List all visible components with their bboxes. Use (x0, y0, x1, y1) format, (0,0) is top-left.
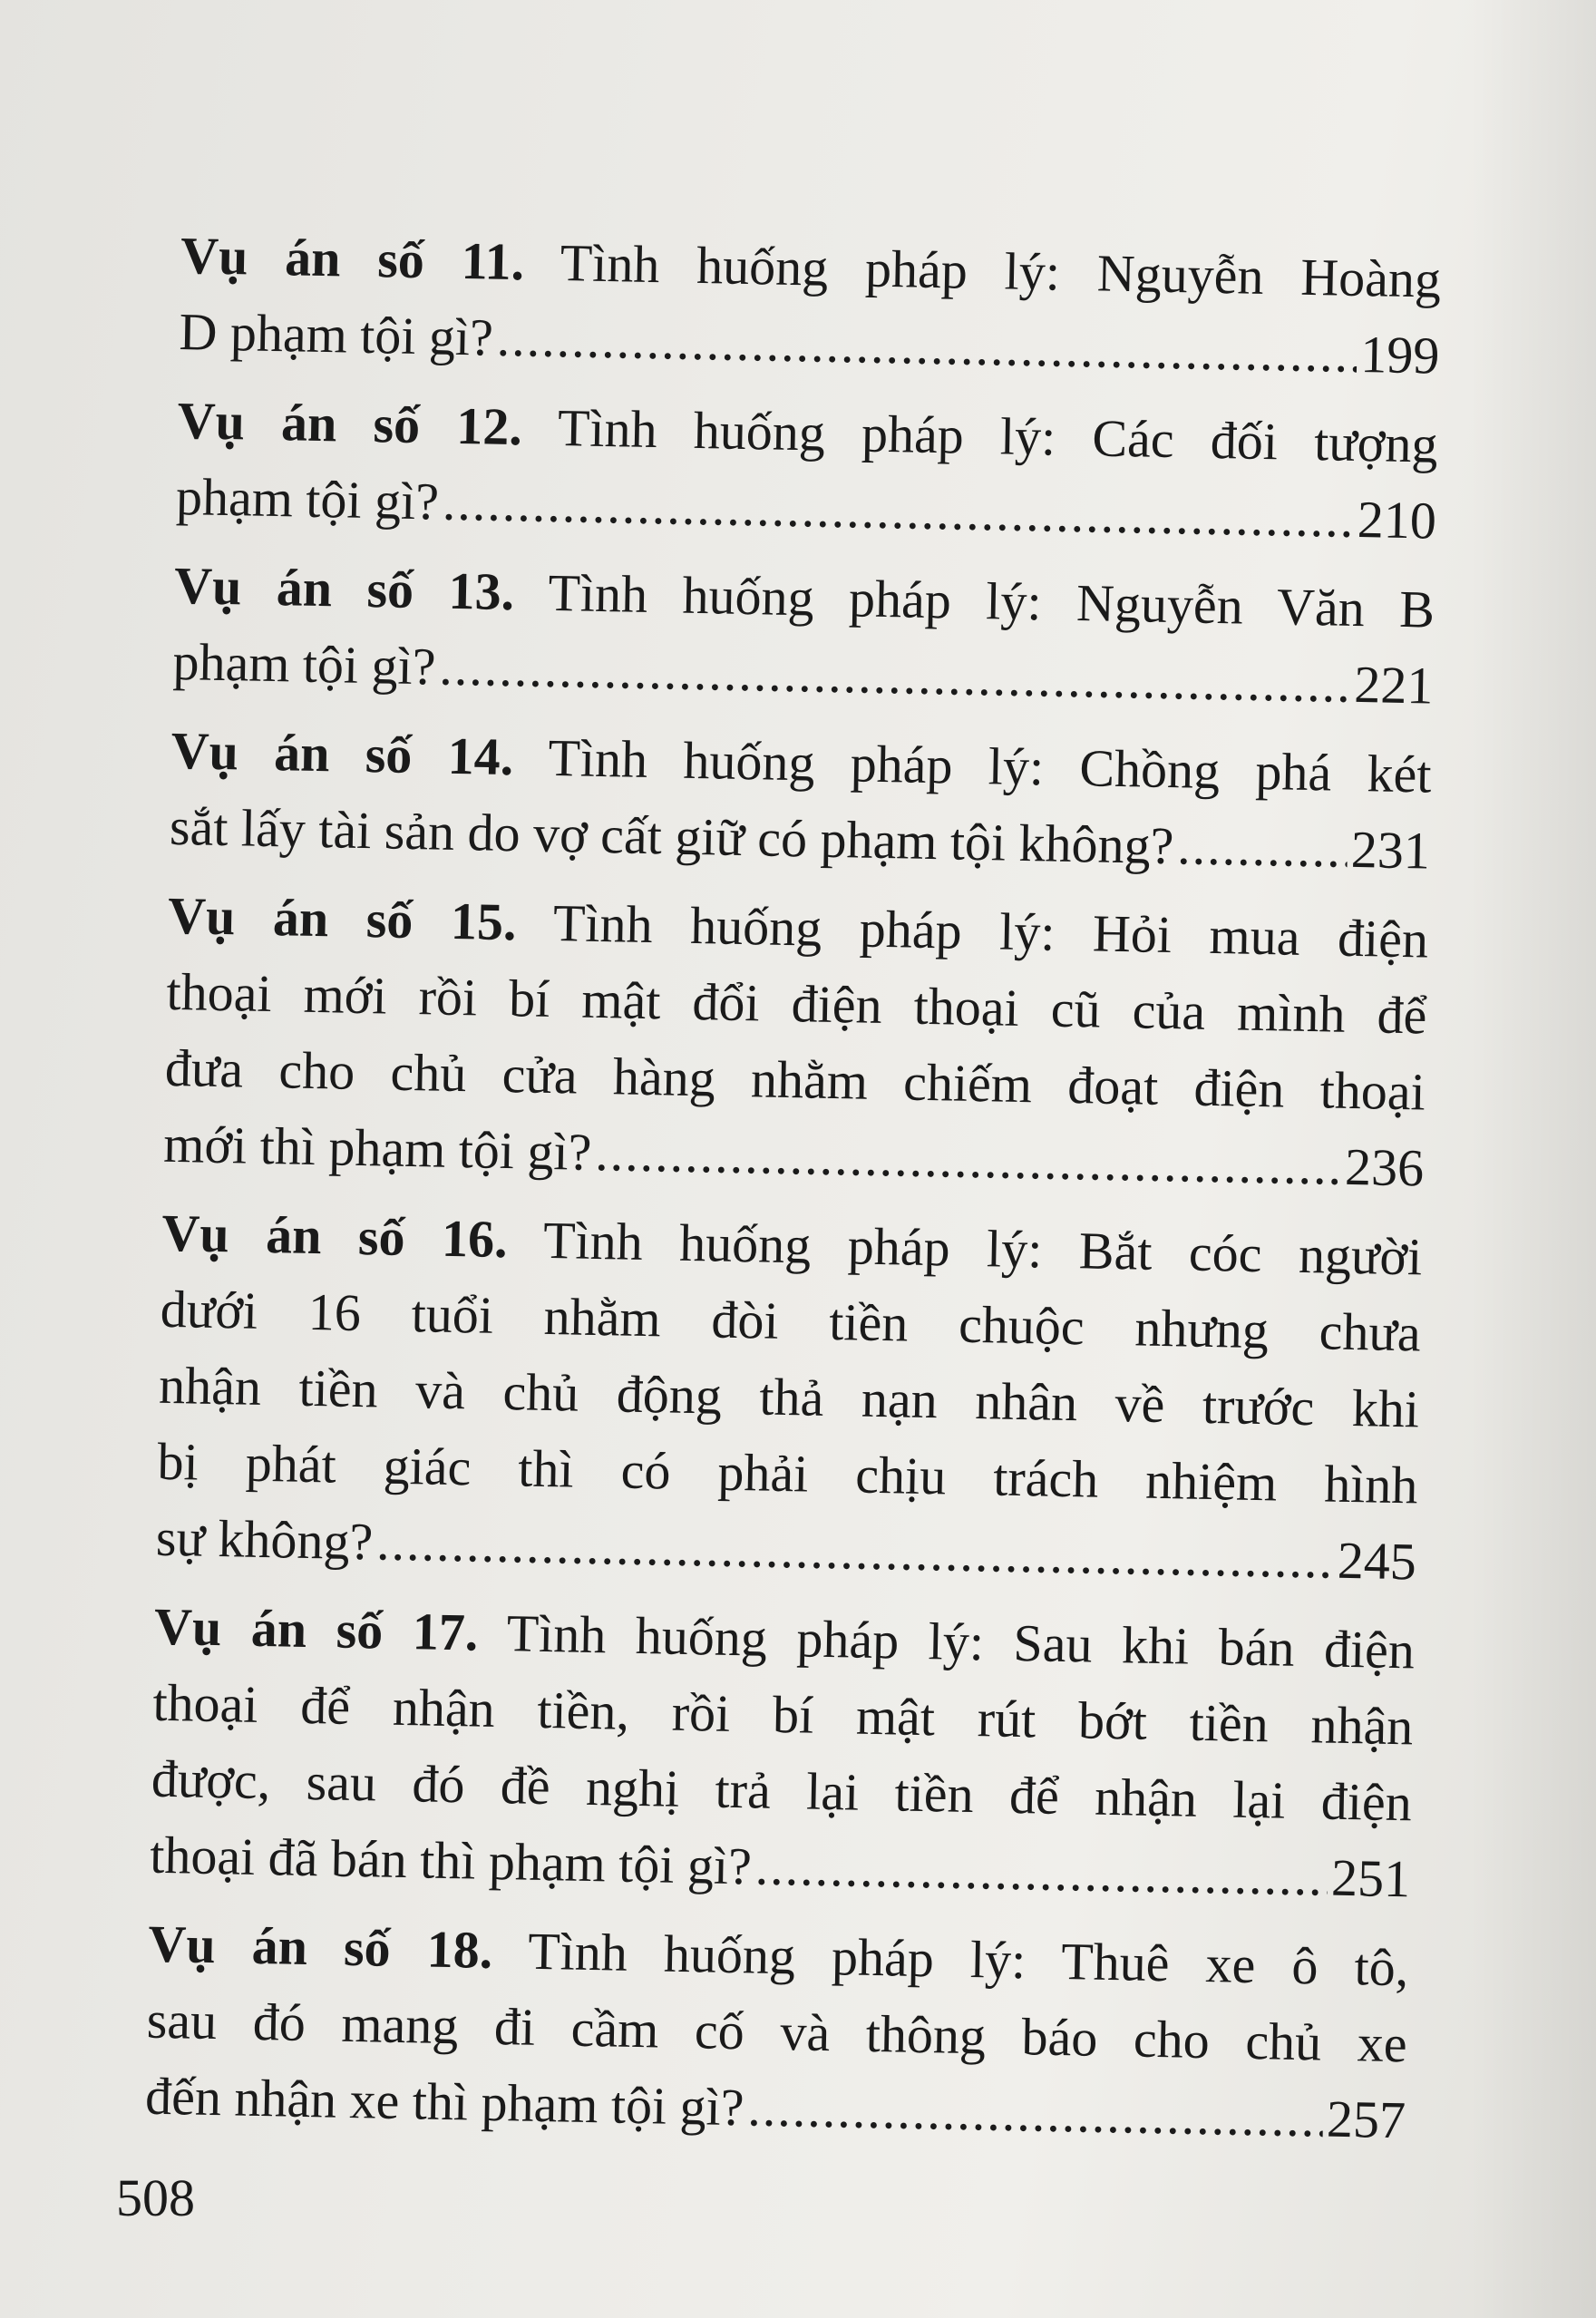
entry-title-text: đưa cho chủ cửa hàng nhằm chiếm đoạt điện thoại (164, 1037, 1426, 1122)
case-label: Vụ án số 15. (167, 885, 518, 952)
entry-title-text: Tình huống pháp lý: Bắt cóc người (542, 1210, 1423, 1287)
entry-title-text: Tình huống pháp lý: Các đối tượng (557, 398, 1439, 474)
entry-title-text: sau đó mang đi cầm cố và thông báo cho chủ xe (146, 1990, 1408, 2074)
dot-leader (439, 629, 1351, 723)
entry-page-number: 257 (1326, 2089, 1406, 2150)
case-label: Vụ án số 13. (173, 555, 515, 622)
entry-title-text: thoại mới rồi bí mật đổi điện thoại cũ của mình để (165, 961, 1427, 1046)
entry-title-end: D phạm tội gì? (178, 301, 494, 367)
dot-leader (442, 464, 1354, 558)
toc-entry (163, 878, 1429, 1207)
entry-title-text: Tình huống pháp lý: Sau khi bán điện (506, 1603, 1416, 1680)
page-edge-shadow (1469, 0, 1596, 2318)
entry-title-end: sắt lấy tài sản do vợ cất giữ có phạm tội không? (169, 796, 1174, 876)
case-label: Vụ án số 11. (180, 225, 525, 292)
entry-title-end: mới thì phạm tội gì? (162, 1114, 593, 1182)
entry-page-number: 245 (1337, 1530, 1417, 1592)
toc-entry (150, 1589, 1416, 1918)
entry-page-number: 251 (1330, 1847, 1411, 1909)
case-label: Vụ án số 18. (147, 1914, 493, 1980)
table-of-contents (144, 218, 1451, 2171)
entry-title-text: Tình huống pháp lý: Chồng phá két (547, 727, 1433, 804)
case-label: Vụ án số 12. (177, 390, 523, 457)
entry-title-end: phạm tội gì? (175, 466, 440, 531)
toc-entry (179, 218, 1442, 394)
entry-title-end: phạm tội gì? (171, 631, 437, 696)
entry-title-end: đến nhận xe thì phạm tội gì? (144, 2066, 745, 2138)
entry-title-text: nhận tiền và chủ động thả nạn nhân về trước khi (158, 1355, 1420, 1439)
entry-title-end: sự không? (155, 1507, 374, 1572)
entry-page-number: 236 (1344, 1136, 1425, 1198)
entry-title-text: dưới 16 tuổi nhằm đòi tiền chuộc nhưng chưa (160, 1279, 1422, 1363)
entry-page-number: 210 (1357, 489, 1437, 550)
dot-leader (595, 1115, 1342, 1205)
entry-title-text: thoại để nhận tiền, rồi bí mật rút bớt tiền nhận (151, 1672, 1414, 1757)
dot-leader (1177, 808, 1348, 888)
page-number: 508 (116, 2168, 195, 2227)
entry-page-number: 231 (1350, 819, 1431, 881)
toc-entry (175, 383, 1438, 560)
entry-page-number: 199 (1359, 324, 1440, 385)
case-label: Vụ án số 16. (161, 1203, 509, 1270)
entry-title-text: Tình huống pháp lý: Thuê xe ô tô, (527, 1921, 1409, 1998)
toc-entry (172, 548, 1435, 725)
entry-title-end: thoại đã bán thì phạm tội gì? (149, 1825, 753, 1896)
dot-leader (754, 1828, 1328, 1915)
toc-entry (155, 1195, 1423, 1601)
entry-page-number: 221 (1353, 654, 1434, 716)
entry-title-text: Tình huống pháp lý: Nguyễn Văn B (547, 562, 1435, 639)
case-label: Vụ án số 17. (153, 1596, 479, 1662)
toc-entry (169, 713, 1432, 890)
entry-title-text: được, sau đó đề nghị trả lại tiền để nhận lại điện (151, 1748, 1413, 1833)
dot-leader (747, 2070, 1324, 2157)
entry-title-text: Tình huống pháp lý: Hỏi mua điện (552, 893, 1429, 969)
entry-title-text: Tình huống pháp lý: Nguyễn Hoàng (560, 233, 1442, 309)
dot-leader (496, 300, 1358, 393)
case-label: Vụ án số 14. (170, 720, 514, 787)
entry-title-text: bị phát giác thì có phải chịu trách nhiệm hình (157, 1431, 1419, 1515)
toc-entry (144, 1906, 1409, 2159)
